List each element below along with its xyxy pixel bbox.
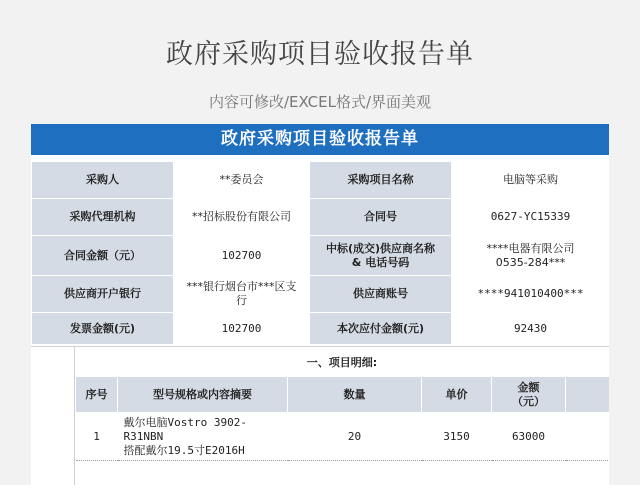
report-sheet: [31, 124, 609, 485]
bank-value-line2: 行: [236, 294, 247, 307]
bank-value: [174, 276, 310, 313]
invoice-amount-value: 102700: [174, 313, 310, 345]
col-amount-header-line2: （元）: [512, 394, 545, 408]
account-label: 供应商账号: [310, 276, 452, 313]
purchaser-value: **委员会: [174, 162, 310, 199]
item-qty: 20: [288, 413, 422, 461]
item-spec-line1: 戴尔电脑Vostro 3902-R31NBN: [123, 415, 247, 443]
item-no: 1: [76, 413, 118, 461]
col-extra-header: [566, 377, 610, 413]
page-subtitle: 内容可修改/EXCEL格式/界面美观: [208, 93, 432, 111]
info-table: [31, 161, 609, 345]
project-name-label: 采购项目名称: [310, 162, 452, 199]
section-title: 一、项目明细:: [306, 356, 378, 369]
supplier-name-value: [452, 236, 610, 276]
table-row: [76, 413, 610, 461]
col-price-header: 单价: [422, 377, 492, 413]
supplier-name-line1: ****电器有限公司: [486, 241, 575, 255]
sheet-banner: 政府采购项目验收报告单: [31, 124, 609, 155]
supplier-name-label-line2: & 电话号码: [351, 255, 410, 269]
items-table: [75, 376, 609, 461]
col-qty-header: 数量: [288, 377, 422, 413]
item-spec: [118, 413, 288, 461]
info-row: [32, 313, 610, 345]
contract-no-value: 0627-YC15339: [452, 199, 610, 236]
project-name-value: 电脑等采购: [452, 162, 610, 199]
account-value: ****941010400***: [452, 276, 610, 313]
contract-amount-value: 102700: [174, 236, 310, 276]
info-row: [32, 199, 610, 236]
info-row: [32, 162, 610, 199]
payable-label: 本次应付金额(元): [310, 313, 452, 345]
agency-label: 采购代理机构: [32, 199, 174, 236]
item-extra: [566, 413, 610, 461]
items-header-row: [76, 377, 610, 413]
purchaser-label: 采购人: [32, 162, 174, 199]
item-spec-line2: 搭配戴尔19.5寸E2016H: [123, 443, 245, 457]
col-spec-header: 型号规格或内容摘要: [118, 377, 288, 413]
contract-no-label: 合同号: [310, 199, 452, 236]
section-divider: [31, 346, 609, 347]
info-row: [32, 276, 610, 313]
supplier-name-label: [310, 236, 452, 276]
bank-label: 供应商开户银行: [32, 276, 174, 313]
supplier-name-label-line1: 中标(成交)供应商名称: [325, 241, 436, 255]
page-title: 政府采购项目验收报告单: [166, 39, 474, 70]
col-amount-header: [492, 377, 566, 413]
contract-amount-label: 合同金额（元）: [32, 236, 174, 276]
item-price: 3150: [422, 413, 492, 461]
col-amount-header-line1: 金额: [517, 380, 540, 394]
invoice-amount-label: 发票金额(元): [32, 313, 174, 345]
item-amount: 63000: [492, 413, 566, 461]
payable-value: 92430: [452, 313, 610, 345]
info-row: [32, 236, 610, 276]
agency-value: **招标股份有限公司: [174, 199, 310, 236]
bank-value-line1: ***银行烟台市***区支: [186, 280, 297, 293]
col-no-header: 序号: [76, 377, 118, 413]
supplier-phone-line2: 0535-284***: [495, 255, 566, 269]
